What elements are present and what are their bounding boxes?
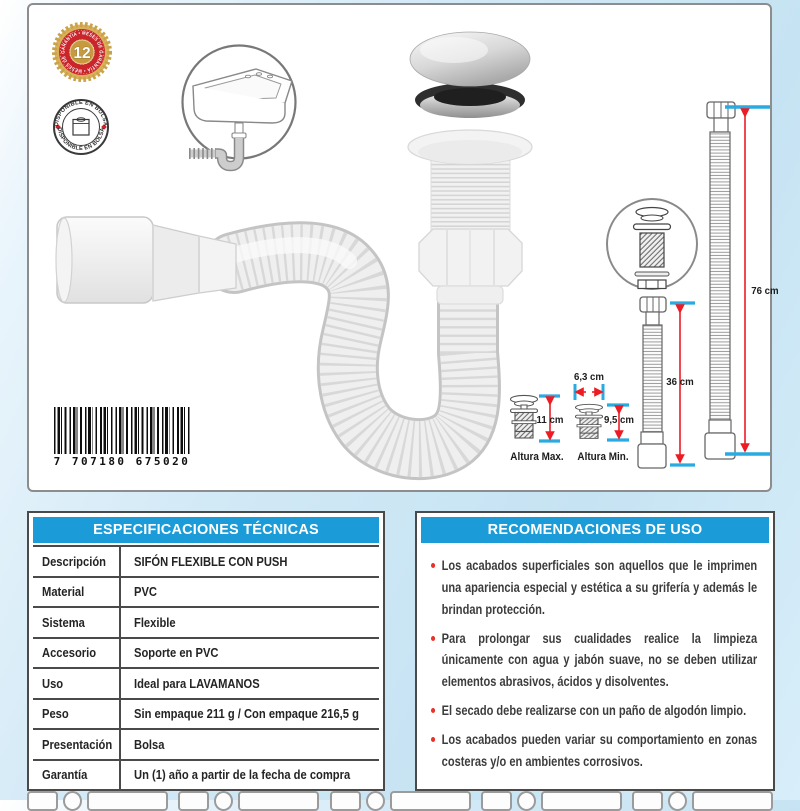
footer-badge-wide [692,791,773,811]
footer-badge-square [481,791,512,811]
spec-label: Presentación [33,728,121,759]
spec-label: Descripción [33,545,121,576]
recommendations-body [421,543,769,773]
spec-value: Un (1) año a partir de la fecha de compra [121,759,379,790]
recommendations-title: RECOMENDACIONES DE USO [421,517,769,543]
recommendation-item: Para prolongar sus cualidades realice la limpieza únicamente con agua y jabón suave, no se deben utilizar elementos abrasivos, ácidos y disolventes. [431,628,757,694]
footer-badge-square [330,791,361,811]
bag-stamp-text-top: DISPONIBLE EN BOLSA [53,100,109,127]
bullet-icon [431,737,435,742]
specifications-table [33,545,379,789]
bullet-icon [431,563,435,568]
warranty-months: 12 [73,45,91,62]
footer-badge-group [481,791,622,811]
footer-badge-group [632,791,773,811]
barcode [52,407,192,468]
footer-badge-square [27,791,58,811]
tube-76-diagram [705,102,770,459]
footer-badge-circle [63,791,82,811]
footer-badge-group [330,791,471,811]
footer-badge-wide [541,791,622,811]
barcode-bars [54,407,190,454]
sink-installation-inset [183,46,296,167]
spec-value: Sin empaque 211 g / Con empaque 216,5 g [121,698,379,729]
drain-exploded-inset [607,199,697,289]
altura-min-label: Altura Min. [577,451,629,463]
spec-label: Accesorio [33,637,121,668]
specifications-panel [27,511,385,791]
spec-label: Peso [33,698,121,729]
spec-value: Flexible [121,606,379,637]
footer-badge-circle [366,791,385,811]
bag-stamp-text-bottom: DISPONIBLE EN BOLSA [55,127,107,152]
warranty-ring-text: MESES DE GARANTÍA • MESES DE GARANTÍA • [61,31,103,73]
footer-badge-wide [238,791,319,811]
footer-badge-wide [87,791,168,811]
recommendation-item: El secado debe realizarse con un paño de algodón limpio. [431,700,757,722]
spec-value: Bolsa [121,728,379,759]
footer-badge-square [178,791,209,811]
push-drain-photo [408,32,532,304]
footer-badge-wide [390,791,471,811]
product-showcase-card [27,3,779,492]
dimension-overall-length: 76 cm [751,285,779,297]
spec-label: Garantía [33,759,121,790]
footer-badge-square [632,791,663,811]
bag-icon [73,118,89,135]
warranty-seal [55,25,110,80]
footer-badge-circle [517,791,536,811]
spec-label: Sistema [33,606,121,637]
footer-badge-group [178,791,319,811]
bag-stamp [54,100,108,154]
spec-value: PVC [121,576,379,607]
bullet-icon [431,708,435,713]
dimension-cap-width: 6,3 cm [573,371,605,383]
recommendations-panel [415,511,775,791]
spec-value: SIFÓN FLEXIBLE CON PUSH [121,545,379,576]
bullet-icon [431,636,435,641]
altura-min-diagram [575,384,629,440]
footer-badge-group [27,791,168,811]
recommendation-item: Los acabados superficiales son aquellos que le imprimen una apariencia especial y estética a su grifería y además le brindan protección. [431,555,757,621]
recommendation-item: Los acabados pueden variar su comportamiento en zonas costeras y/o en ambientes corrosivos. [431,729,757,773]
footer-badge-circle [214,791,233,811]
footer-badge-circle [668,791,687,811]
dimension-min-height: 9,5 cm [603,414,635,426]
spec-value: Soporte en PVC [121,637,379,668]
dimension-max-height: 11 cm [536,414,564,426]
dimension-tube-length: 36 cm [666,376,694,388]
specifications-title: ESPECIFICACIONES TÉCNICAS [33,517,379,543]
spec-label: Material [33,576,121,607]
footer-badge-strip [27,791,773,811]
barcode-digits: 7 707180 675020 [53,455,191,468]
spec-label: Uso [33,667,121,698]
spec-value: Ideal para LAVAMANOS [121,667,379,698]
altura-max-label: Altura Max. [510,451,564,463]
